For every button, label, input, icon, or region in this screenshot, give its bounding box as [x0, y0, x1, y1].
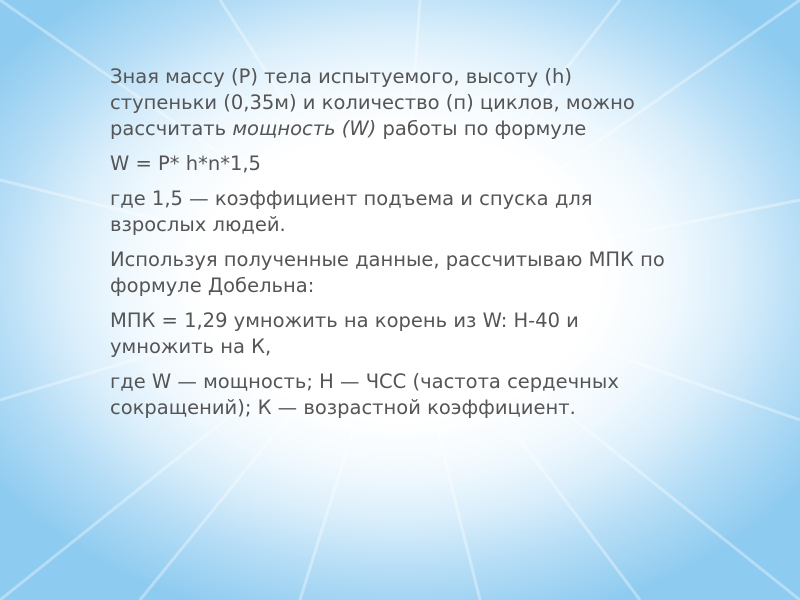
paragraph-power-intro-text: Зная массу (Р) тела испытуемого, высоту (h) ступеньки (0,35м) и количество (п) циклов, можно рассчитать	[110, 65, 635, 140]
slide-text-body	[110, 64, 670, 430]
legend-definitions: где W — мощность; Н — ЧСС (частота сердечных сокращений); К — возрастной коэффициент.	[110, 370, 619, 419]
paragraph-dobeln-intro: Используя полученные данные, рассчитываю МПК по формуле Добельна:	[110, 248, 665, 297]
mpk-formula: МПК = 1,29 умножить на корень из W: H-40 и умножить на К,	[110, 309, 579, 358]
paragraph-power-intro-end: работы по формуле	[376, 117, 587, 140]
power-term: мощность (W)	[232, 117, 377, 140]
power-formula: W = Р* h*n*1,5	[110, 152, 261, 175]
paragraph-power-intro	[110, 64, 670, 142]
coefficient-note: где 1,5 — коэффициент подъема и спуска для взрослых людей.	[110, 187, 593, 236]
